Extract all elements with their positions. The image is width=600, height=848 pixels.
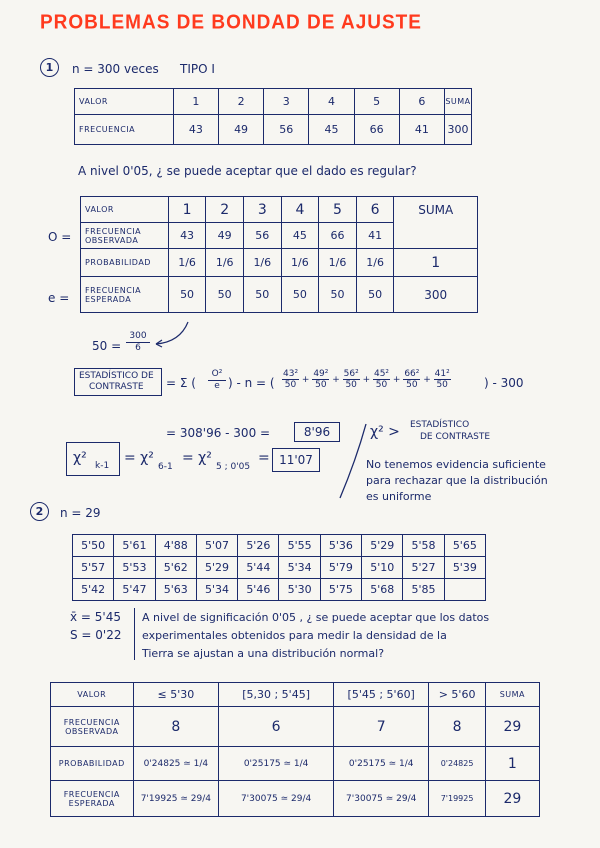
stat-label-1: ESTADÍSTICO DE [79, 371, 154, 381]
conclusion-1: No tenemos evidencia suficiente [366, 458, 546, 471]
table1-sum-value: 300 [444, 115, 471, 145]
table1-value: 5 [354, 89, 399, 115]
table2-sum-label: SUMA [394, 197, 478, 249]
stat-label-box [74, 368, 162, 396]
data-cell: 5'47 [114, 579, 155, 601]
table2-value: 3 [243, 197, 281, 223]
stat-term: $\frac{\text{56²}}{50}$ [343, 369, 359, 390]
data-cell: 5'27 [403, 557, 444, 579]
data-cell: 5'29 [362, 535, 403, 557]
table2-esp: 50 [168, 277, 206, 313]
data-cell: 5'68 [362, 579, 403, 601]
stat-formula-1: = Σ ( [166, 376, 196, 390]
p2-xbar: x̄ = 5'45 [70, 610, 121, 624]
p1-frequency-table [74, 88, 472, 145]
stat-formula-2: ) - n = ( [228, 376, 275, 390]
table3-obs: 7 [334, 707, 429, 747]
stat-o2: O² [208, 369, 226, 381]
data-cell: 5'65 [444, 535, 485, 557]
table2-value: 2 [206, 197, 244, 223]
data-cell: 5'46 [238, 579, 279, 601]
chi-symbol: χ² [73, 450, 87, 466]
table1-value: 3 [264, 89, 309, 115]
table2-obs: 43 [168, 223, 206, 249]
stat-end: ) - 300 [484, 376, 524, 390]
p2-s: S = 0'22 [70, 628, 122, 642]
fifty-numerator: 300 [126, 331, 150, 343]
table3-esp-label: FRECUENCIA ESPERADA [51, 781, 134, 817]
data-cell: 5'50 [73, 535, 114, 557]
table3-esp: 7'19925 ≃ 29/4 [133, 781, 219, 817]
table2-prob: 1/6 [281, 249, 319, 277]
table3-obs: 8 [429, 707, 485, 747]
table2-obs: 45 [281, 223, 319, 249]
problem-1-number: 1 [40, 58, 59, 77]
chi-eq-1: = χ² [124, 450, 154, 466]
p2-question-3: Tierra se ajustan a una distribución normal? [142, 647, 385, 660]
table1-value: 4 [309, 89, 354, 115]
table3-prob-label: PROBABILIDAD [51, 747, 134, 781]
page-title: PROBLEMAS DE BONDAD DE AJUSTE [40, 11, 422, 34]
arrow-icon [150, 320, 190, 348]
table2-prob: 1/6 [356, 249, 394, 277]
table3-obs: 6 [219, 707, 334, 747]
table2-value: 5 [319, 197, 357, 223]
table3-prob: 0'25175 ≃ 1/4 [334, 747, 429, 781]
table3-valor-label: VALOR [51, 683, 134, 707]
stat-e: e [214, 381, 220, 391]
table1-sum-label: SUMA [444, 89, 471, 115]
divider [134, 608, 135, 660]
data-cell: 5'62 [155, 557, 196, 579]
data-cell: 5'61 [114, 535, 155, 557]
table1-freq: 43 [173, 115, 218, 145]
chi-subscript: k-1 [95, 461, 110, 471]
table3-sum-esp: 29 [485, 781, 539, 817]
p1-tipo: TIPO I [180, 62, 215, 76]
table1-valor-label: VALOR [75, 89, 174, 115]
p2-question-2: experimentales obtenidos para medir la densidad de la [142, 629, 447, 642]
table3-col: [5,30 ; 5'45] [219, 683, 334, 707]
table2-esp: 50 [281, 277, 319, 313]
table2-esp-label: FRECUENCIA ESPERADA [81, 277, 169, 313]
chi-result: 11'07 [272, 448, 320, 472]
conclusion-3: es uniforme [366, 490, 432, 503]
p2-n: n = 29 [60, 506, 101, 520]
data-cell: 5'36 [320, 535, 361, 557]
fifty-eq: 50 = [92, 339, 122, 353]
stat-term: $\frac{\text{49²}}{50}$ [313, 369, 329, 390]
stat-terms: $\frac{\text{43²}}{50}$ + $\frac{\text{49²}}{50}$ + $\frac{\text{56²}}{50}$ + $\frac{\text{45²}}{50}$ + $\frac{\text{66²}}{50}$ + $\frac{\text{41²}}{50}$ [283, 369, 450, 390]
compare-1: ESTADÍSTICO [410, 420, 470, 430]
p2-fit-table [50, 682, 540, 817]
table3-esp: 7'19925 [429, 781, 485, 817]
p1-expected-table [80, 196, 478, 313]
data-cell [444, 579, 485, 601]
table2-prob: 1/6 [206, 249, 244, 277]
table1-freq: 41 [399, 115, 444, 145]
problem-2-number: 2 [30, 502, 49, 521]
table2-prob: 1/6 [168, 249, 206, 277]
table2-obs-label: FRECUENCIA OBSERVADA [81, 223, 169, 249]
table3-prob: 0'25175 ≃ 1/4 [219, 747, 334, 781]
conclusion-2: para rechazar que la distribución [366, 474, 548, 487]
table3-col: ≤ 5'30 [133, 683, 219, 707]
table2-obs: 66 [319, 223, 357, 249]
table1-freq: 45 [309, 115, 354, 145]
table2-prob-label: PROBABILIDAD [81, 249, 169, 277]
table2-esp: 50 [206, 277, 244, 313]
table3-esp: 7'30075 ≃ 29/4 [334, 781, 429, 817]
data-cell: 5'30 [279, 579, 320, 601]
table1-value: 1 [173, 89, 218, 115]
data-cell: 5'42 [73, 579, 114, 601]
table2-sum-esp: 300 [394, 277, 478, 313]
p2-question-1: A nivel de significación 0'05 , ¿ se puede aceptar que los datos [142, 611, 490, 624]
data-cell: 5'58 [403, 535, 444, 557]
data-cell: 5'39 [444, 557, 485, 579]
table2-esp: 50 [243, 277, 281, 313]
table3-esp: 7'30075 ≃ 29/4 [219, 781, 334, 817]
conclusion-bracket [336, 420, 370, 502]
table3-col: [5'45 ; 5'60] [334, 683, 429, 707]
p1-question: A nivel 0'05, ¿ se puede aceptar que el dado es regular? [78, 164, 417, 178]
table2-esp: 50 [319, 277, 357, 313]
table2-obs: 41 [356, 223, 394, 249]
table2-prob: 1/6 [243, 249, 281, 277]
compare-2: DE CONTRASTE [420, 432, 491, 442]
fifty-fraction [126, 331, 150, 354]
stat-term: $\frac{\text{41²}}{50}$ [434, 369, 450, 390]
table3-sum-obs: 29 [485, 707, 539, 747]
table2-obs: 56 [243, 223, 281, 249]
table1-value: 2 [218, 89, 263, 115]
table1-frecuencia-label: FRECUENCIA [75, 115, 174, 145]
chi-compare: χ² > [370, 424, 400, 440]
table1-freq: 56 [264, 115, 309, 145]
table2-esp: 50 [356, 277, 394, 313]
table2-obs: 49 [206, 223, 244, 249]
table2-value: 1 [168, 197, 206, 223]
data-cell: 5'44 [238, 557, 279, 579]
stat-label-2: CONTRASTE [89, 382, 144, 392]
stat-term: $\frac{\text{45²}}{50}$ [373, 369, 390, 390]
chi-eq-2: = χ² [182, 450, 212, 466]
chi-sub-1: 6-1 [158, 462, 173, 472]
table3-prob: 0'24825 [429, 747, 485, 781]
table3-col: > 5'60 [429, 683, 485, 707]
fifty-denominator: 6 [135, 343, 141, 353]
p1-n: n = 300 veces [72, 62, 159, 76]
table1-value: 6 [399, 89, 444, 115]
data-cell: 5'55 [279, 535, 320, 557]
e-label: e = [48, 291, 70, 305]
data-cell: 5'26 [238, 535, 279, 557]
table3-obs: 8 [133, 707, 219, 747]
stat-term: $\frac{\text{43²}}{50}$ [283, 369, 299, 390]
o-label: O = [48, 230, 72, 244]
table2-value: 6 [356, 197, 394, 223]
stat-line-2: = 308'96 - 300 = [166, 426, 271, 440]
data-cell: 5'75 [320, 579, 361, 601]
data-cell: 5'29 [196, 557, 237, 579]
data-cell: 5'85 [403, 579, 444, 601]
data-cell: 5'34 [279, 557, 320, 579]
p2-data-table [72, 534, 486, 601]
data-cell: 5'53 [114, 557, 155, 579]
table1-freq: 66 [354, 115, 399, 145]
table2-sum-prob: 1 [394, 249, 478, 277]
table2-valor-label: VALOR [81, 197, 169, 223]
chi-box [66, 442, 120, 476]
data-cell: 5'10 [362, 557, 403, 579]
table3-sum-prob: 1 [485, 747, 539, 781]
data-cell: 5'79 [320, 557, 361, 579]
table2-prob: 1/6 [319, 249, 357, 277]
table3-obs-label: FRECUENCIA OBSERVADA [51, 707, 134, 747]
table2-value: 4 [281, 197, 319, 223]
data-cell: 5'57 [73, 557, 114, 579]
stat-o2-over-e [208, 369, 226, 392]
table3-prob: 0'24825 ≃ 1/4 [133, 747, 219, 781]
table3-sum-label: SUMA [485, 683, 539, 707]
table1-freq: 49 [218, 115, 263, 145]
stat-term: $\frac{\text{66²}}{50}$ [404, 369, 420, 390]
data-cell: 5'07 [196, 535, 237, 557]
data-cell: 4'88 [155, 535, 196, 557]
data-cell: 5'63 [155, 579, 196, 601]
stat-result: 8'96 [294, 422, 340, 442]
chi-eq-3: = [258, 450, 270, 466]
data-cell: 5'34 [196, 579, 237, 601]
chi-sub-2: 5 ; 0'05 [216, 462, 251, 472]
